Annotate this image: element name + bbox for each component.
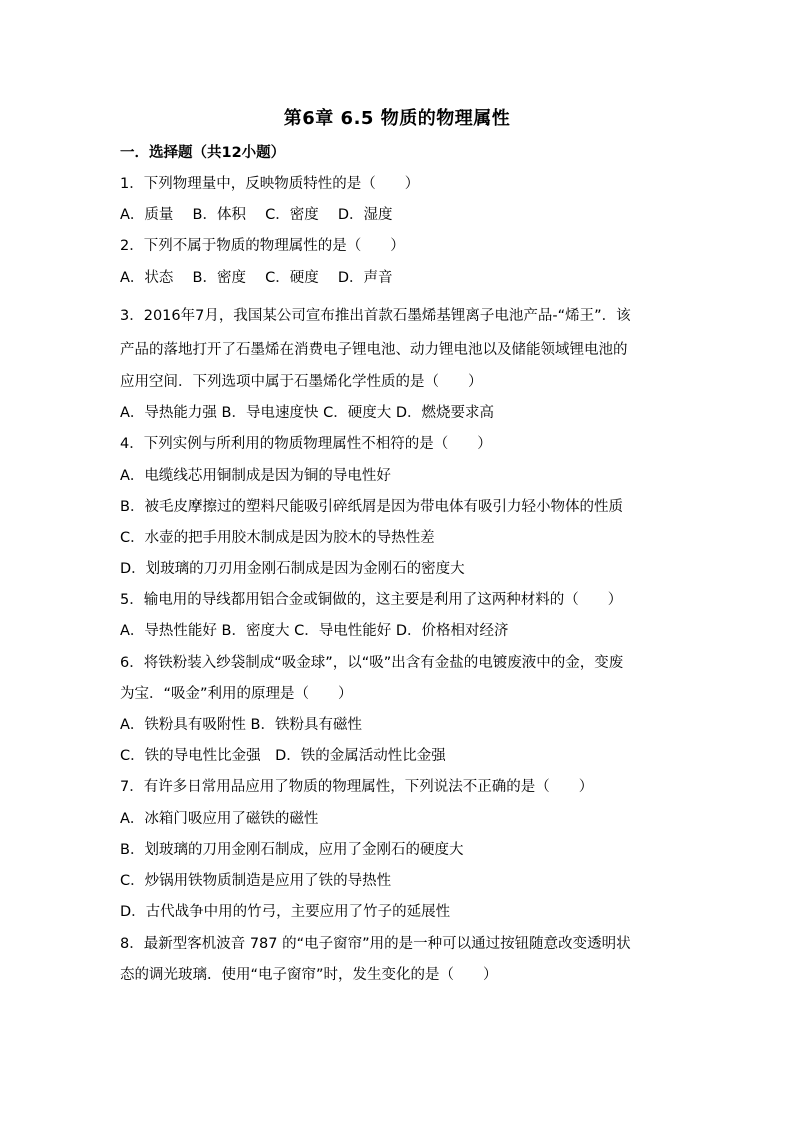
question-1-options: A．质量 B．体积 C．密度 D．湿度 xyxy=(120,207,393,223)
question-3-options: A．导热能力强 B．导电速度快 C．硬度大 D．燃烧要求高 xyxy=(120,405,494,421)
question-4-option-a: A．电缆线芯用铜制成是因为铜的导电性好 xyxy=(120,468,391,484)
question-1: 1．下列物理量中，反映物质特性的是（ ） xyxy=(120,176,420,192)
question-7-option-b: B．划玻璃的刀用金刚石制成，应用了金刚石的硬度大 xyxy=(120,842,464,858)
question-6-line-1: 6．将铁粉装入纱袋制成“吸金球”，以“吸”出含有金盐的电镀废液中的金，变废 xyxy=(120,655,624,671)
question-6-line-2: 为宝．“吸金”利用的原理是（ ） xyxy=(120,686,353,702)
question-7-option-d: D．古代战争中用的竹弓，主要应用了竹子的延展性 xyxy=(120,904,451,920)
question-6-options-ab: A．铁粉具有吸附性 B．铁粉具有磁性 xyxy=(120,717,362,733)
question-8-line-2: 态的调光玻璃．使用“电子窗帘”时，发生变化的是（ ） xyxy=(120,967,498,983)
question-4-option-b: B．被毛皮摩擦过的塑料尺能吸引碎纸屑是因为带电体有吸引力轻小物体的性质 xyxy=(120,499,623,515)
question-7-option-c: C．炒锅用铁物质制造是应用了铁的导热性 xyxy=(120,873,392,889)
question-3-line-1: 3．2016年7月，我国某公司宣布推出首款石墨烯基锂离子电池产品-“烯王”．该 xyxy=(120,308,631,324)
question-4: 4．下列实例与所利用的物质物理属性不相符的是（ ） xyxy=(120,436,492,452)
question-7: 7．有许多日常用品应用了物质的物理属性，下列说法不正确的是（ ） xyxy=(120,779,594,795)
question-5-options: A．导热性能好 B．密度大 C．导电性能好 D．价格相对经济 xyxy=(120,623,509,639)
question-2: 2．下列不属于物质的物理属性的是（ ） xyxy=(120,238,405,254)
question-8-line-1: 8．最新型客机波音 787 的“电子窗帘”用的是一种可以通过按钮随意改变透明状 xyxy=(120,936,631,952)
question-4-option-c: C．水壶的把手用胶木制成是因为胶木的导热性差 xyxy=(120,530,435,546)
page-title: 第6章 6.5 物质的物理属性 xyxy=(283,108,511,129)
section-heading: 一．选择题（共12小题） xyxy=(120,145,286,161)
question-3-line-3: 应用空间．下列选项中属于石墨烯化学性质的是（ ） xyxy=(120,374,483,390)
question-2-options: A．状态 B．密度 C．硬度 D．声音 xyxy=(120,270,393,286)
question-5: 5．输电用的导线都用铝合金或铜做的，这主要是利用了这两种材料的（ ） xyxy=(120,592,623,608)
question-6-options-cd: C．铁的导电性比金强 D．铁的金属活动性比金强 xyxy=(120,748,446,764)
question-3-line-2: 产品的落地打开了石墨烯在消费电子锂电池、动力锂电池以及储能领域锂电池的 xyxy=(120,342,628,358)
question-7-option-a: A．冰箱门吸应用了磁铁的磁性 xyxy=(120,811,319,827)
question-4-option-d: D．划玻璃的刀刃用金刚石制成是因为金刚石的密度大 xyxy=(120,561,465,577)
